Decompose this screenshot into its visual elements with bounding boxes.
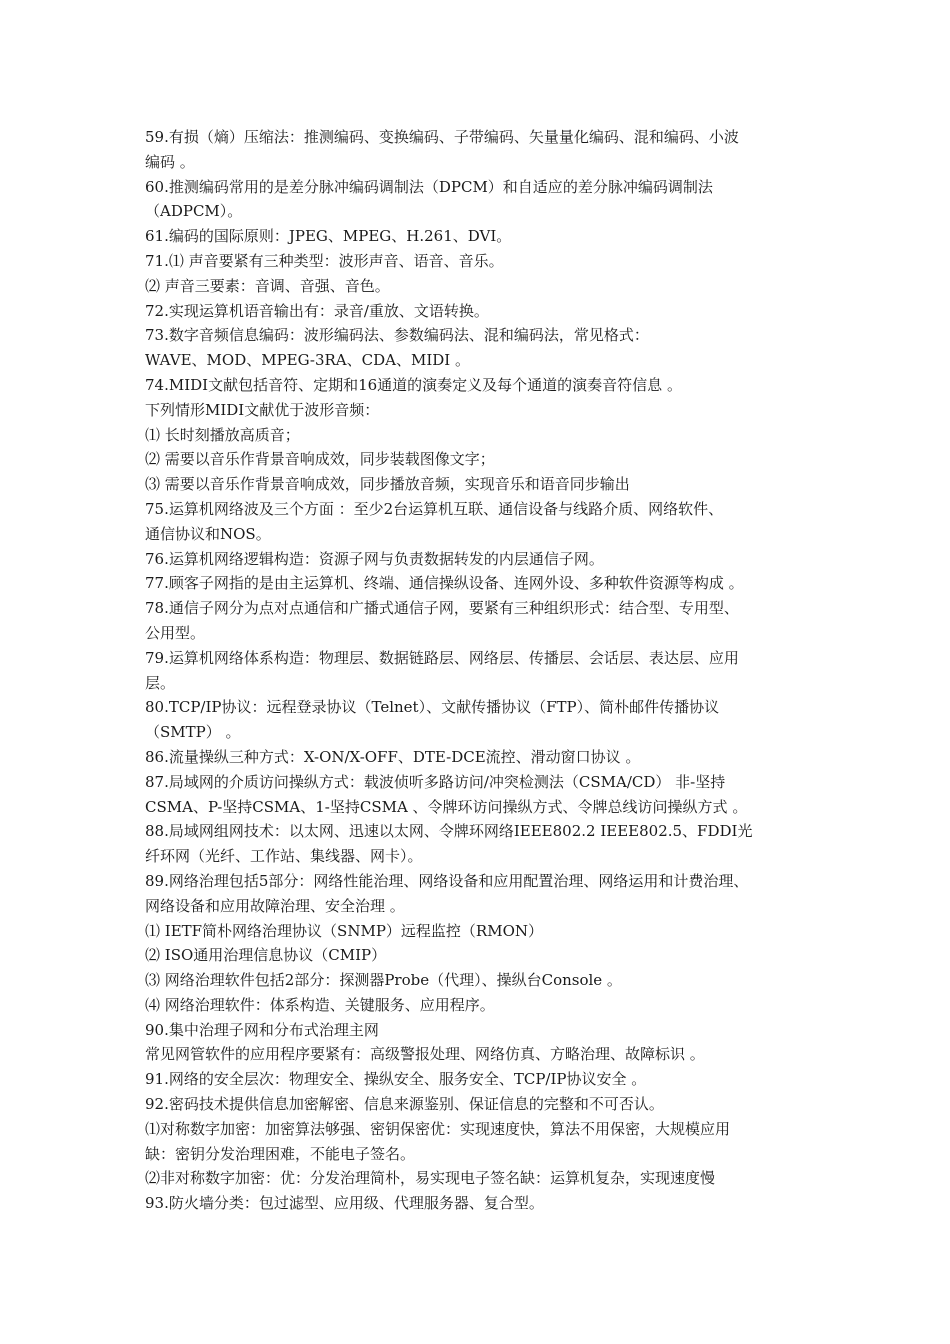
text-line: CSMA、P-坚持CSMA、1-坚持CSMA 、令牌环访问操纵方式、令牌总线访问操纵方式 。: [145, 797, 748, 816]
text-line: 93.防火墙分类：包过滤型、应用级、代理服务器、复合型。: [145, 1194, 544, 1213]
text-line: 73.数字音频信息编码：波形编码法、参数编码法、混和编码法，常见格式：: [145, 326, 649, 345]
text-line: 网络设备和应用故障治理、安全治理 。: [145, 896, 405, 915]
text-line: ⑴ 长时刻播放高质音；: [145, 425, 300, 444]
text-line: 86.流量操纵三种方式：X-ON/X-OFF、DTE-DCE流控、滑动窗口协议 。: [145, 747, 641, 766]
text-line: 层。: [145, 673, 176, 692]
text-line: 纤环网（光纤、工作站、集线器、网卡）。: [145, 847, 423, 866]
text-line: 80.TCP/IP协议：远程登录协议（Telnet）、文献传播协议（FTP）、简朴邮件传播协议: [145, 698, 720, 717]
text-line: 79.运算机网络体系构造：物理层、数据链路层、网络层、传播层、会话层、表达层、应用: [145, 648, 739, 667]
text-line: 72.实现运算机语音输出有：录音/重放、文语转换。: [145, 301, 489, 320]
text-line: ⑷ 网络治理软件：体系构造、关键服务、应用程序。: [145, 995, 495, 1014]
text-line: ⑴对称数字加密：加密算法够强、密钥保密优：实现速度快，算法不用保密，大规模应用: [145, 1119, 731, 1138]
text-line: 下列情形MIDI文献优于波形音频：: [145, 400, 380, 419]
text-line: （SMTP） 。: [145, 723, 241, 742]
text-line: ⑵非对称数字加密：优：分发治理简朴，易实现电子签名缺：运算机复杂，实现速度慢: [145, 1169, 716, 1188]
text-line: ⑴ IETF简朴网络治理协议（SNMP）远程监控（RMON）: [145, 921, 543, 940]
text-line: ⑵ 声音三要素：音调、音强、音色。: [145, 276, 390, 295]
text-line: 77.顾客子网指的是由主运算机、终端、通信操纵设备、连网外设、多种软件资源等构成 。: [145, 574, 744, 593]
text-line: ⑶ 需要以音乐作背景音响成效，同步播放音频，实现音乐和语音同步输出: [145, 475, 630, 494]
text-line: 常见网管软件的应用程序要紧有：高级警报处理、网络仿真、方略治理、故障标识 。: [145, 1045, 705, 1064]
text-line: 编码 。: [145, 152, 195, 171]
text-line: 71.⑴ 声音要紧有三种类型：波形声音、语音、音乐。: [145, 251, 504, 270]
text-line: 92.密码技术提供信息加密解密、信息来源鉴别、保证信息的完整和不可否认。: [145, 1095, 664, 1114]
text-line: ⑵ 需要以音乐作背景音响成效，同步装载图像文字；: [145, 450, 495, 469]
text-line: 89.网络治理包括5部分：网络性能治理、网络设备和应用配置治理、网络运用和计费治理、: [145, 871, 749, 890]
text-line: ⑵ ISO通用治理信息协议（CMIP）: [145, 946, 387, 965]
text-line: 78.通信子网分为点对点通信和广播式通信子网，要紧有三种组织形式：结合型、专用型、: [145, 599, 739, 618]
text-line: 75.运算机网络波及三个方面 ：至少2台运算机互联、通信设备与线路介质、网络软件、: [145, 499, 724, 518]
text-line: ⑶ 网络治理软件包括2部分：探测器Probe（代理）、操纵台Console 。: [145, 971, 622, 990]
text-line: 通信协议和NOS。: [145, 524, 271, 543]
text-line: 87.局域网的介质访问操纵方式：载波侦听多路访问/冲突检测法（CSMA/CD） 非-坚持: [145, 772, 726, 791]
text-line: 61.编码的国际原则：JPEG、MPEG、H.261、DVI。: [145, 227, 512, 246]
text-line: 74.MIDI文献包括音符、定期和16通道的演奏定义及每个通道的演奏音符信息 。: [145, 375, 682, 394]
text-line: 88.局域网组网技术：以太网、迅速以太网、令牌环网络IEEE802.2 IEEE802.5、FDDI光: [145, 822, 753, 841]
text-line: 59.有损（熵）压缩法：推测编码、变换编码、子带编码、矢量量化编码、混和编码、小波: [145, 128, 739, 146]
document-page: [145, 125, 810, 1216]
text-line: 公用型。: [145, 623, 206, 642]
text-line: 76.运算机网络逻辑构造：资源子网与负责数据转发的内层通信子网。: [145, 549, 604, 568]
text-line: 91.网络的安全层次：物理安全、操纵安全、服务安全、TCP/IP协议安全 。: [145, 1070, 647, 1089]
text-line: WAVE、MOD、MPEG-3RA、CDA、MIDI 。: [145, 351, 470, 370]
text-line: 90.集中治理子网和分布式治理主网: [145, 1020, 379, 1039]
text-line: 缺：密钥分发治理困难，不能电子签名。: [145, 1144, 416, 1163]
text-line: 60.推测编码常用的是差分脉冲编码调制法（DPCM）和自适应的差分脉冲编码调制法: [145, 177, 713, 196]
text-line: （ADPCM）。: [145, 202, 243, 221]
